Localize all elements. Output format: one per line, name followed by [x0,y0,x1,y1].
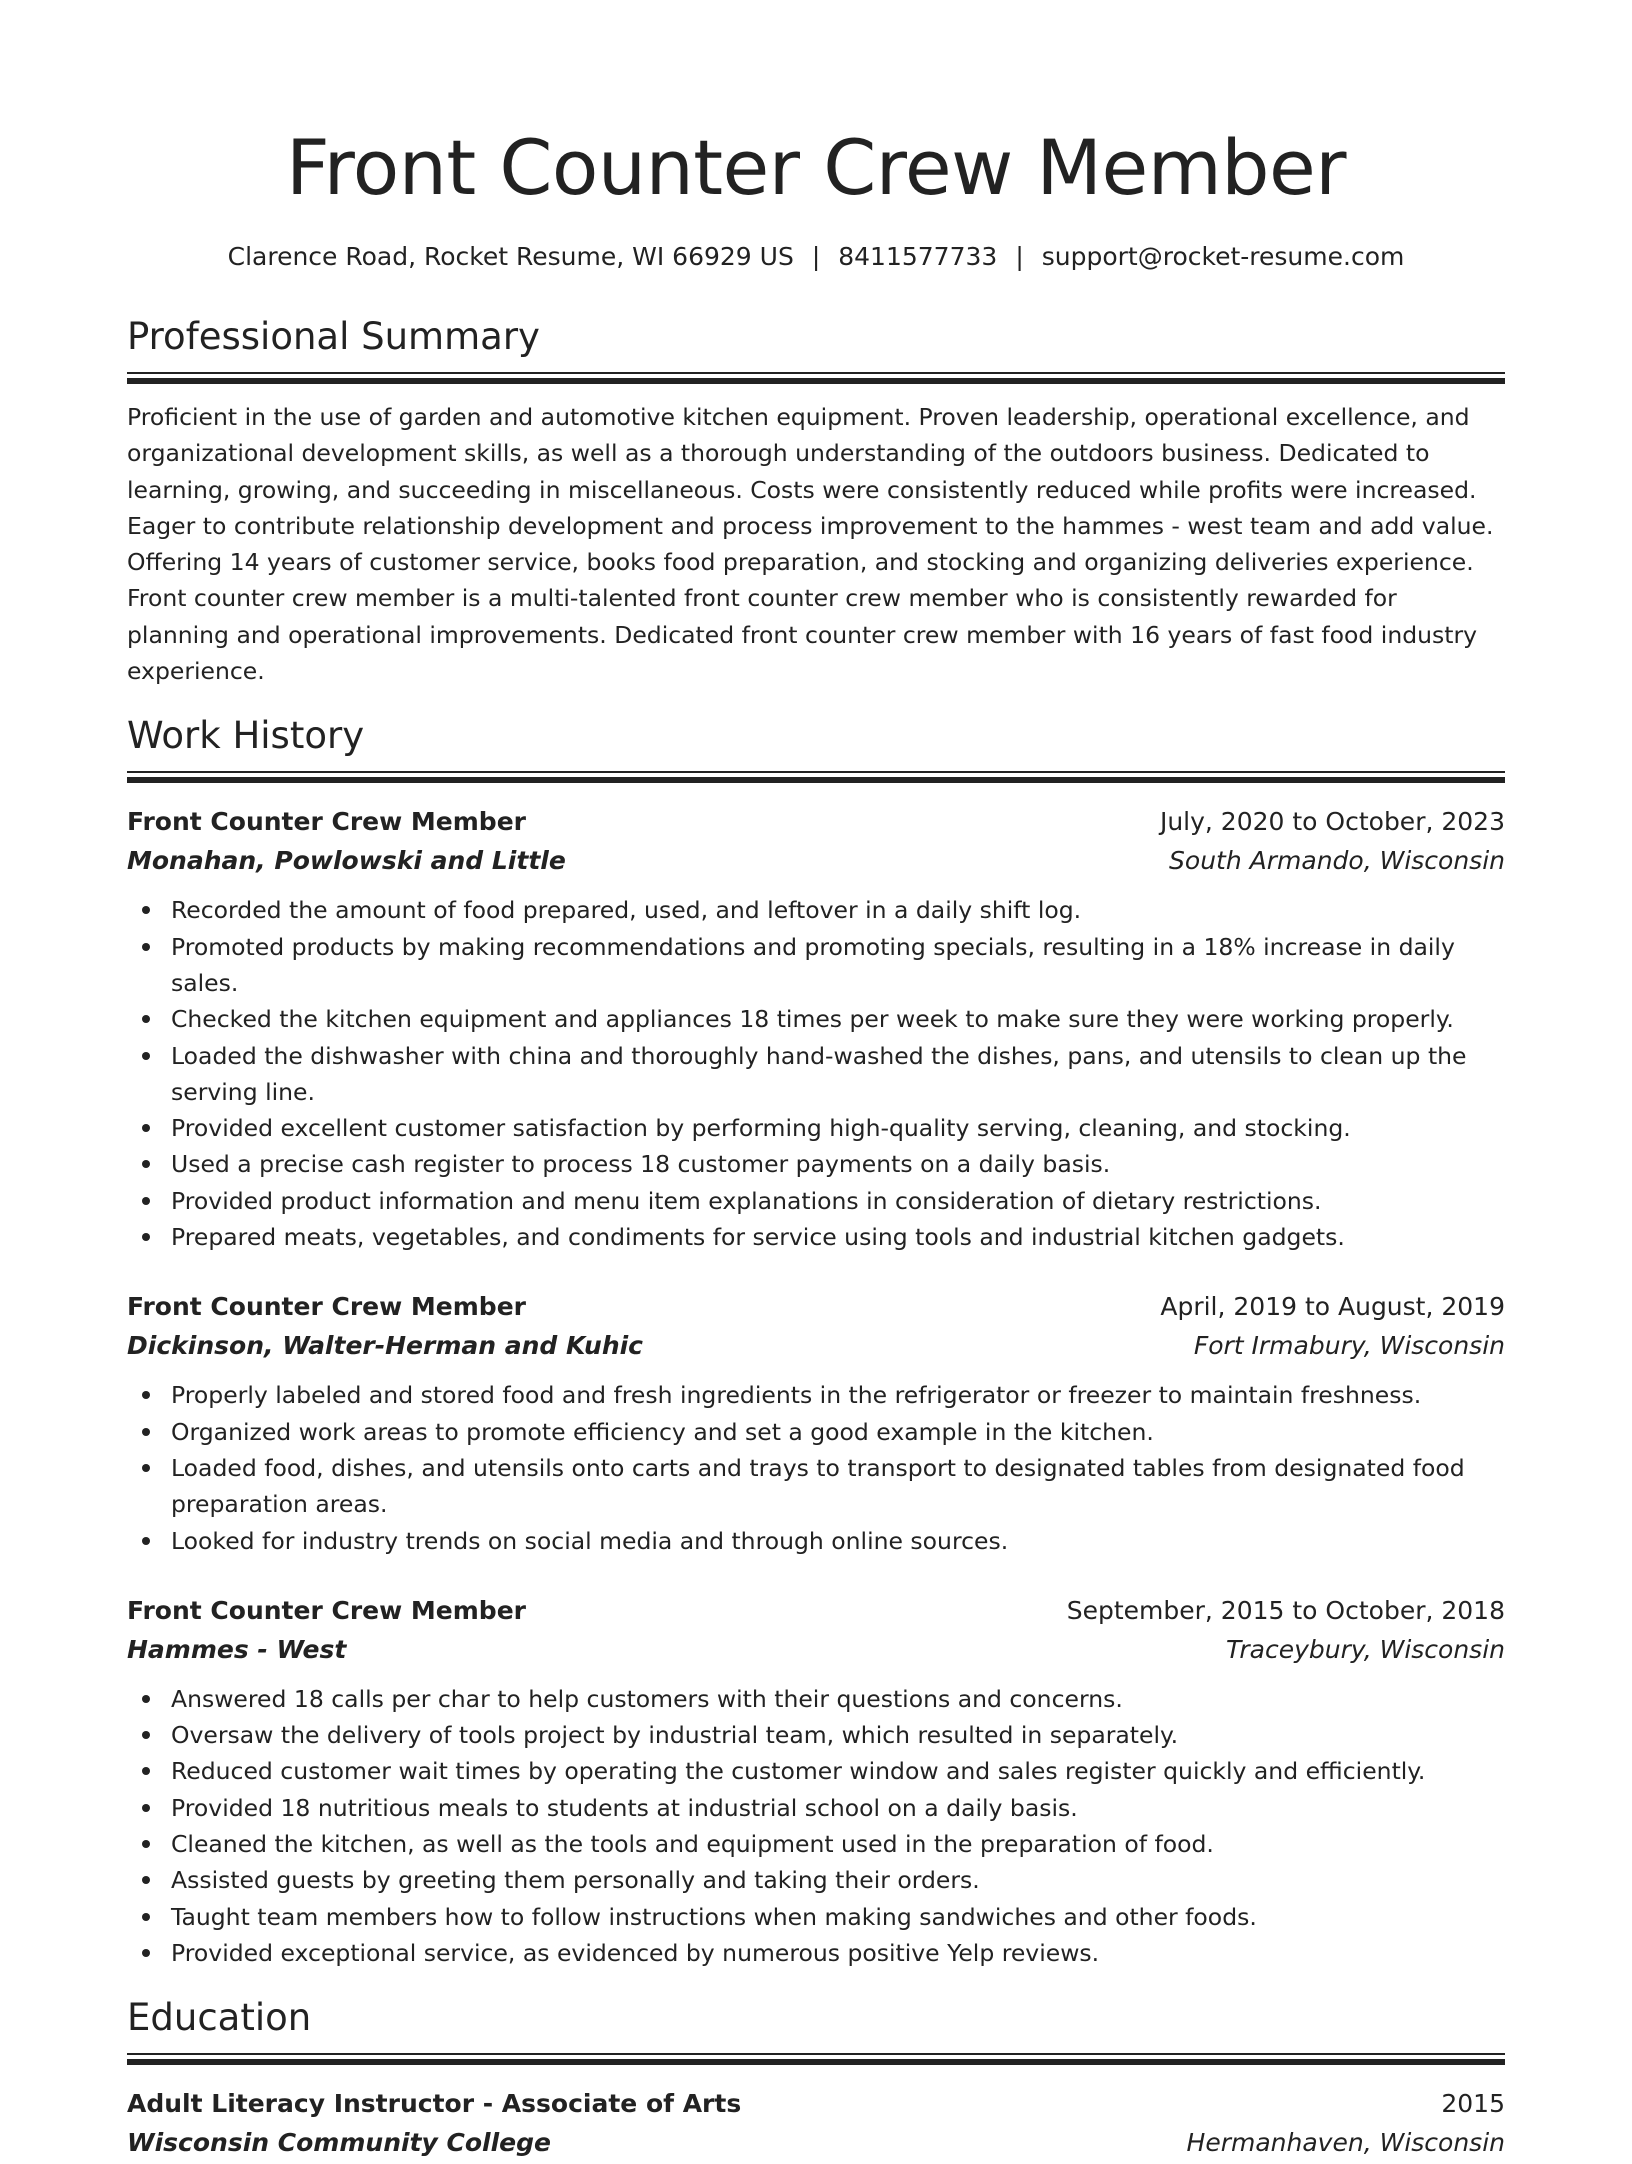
job-employer-row [127,840,1505,882]
contact-phone: 8411577733 [838,242,998,271]
job-bullet-list [127,1377,1505,1558]
job-bullet: Prepared meats, vegetables, and condiments for service using tools and industrial kitchen gadgets. [171,1219,1505,1255]
job-employer-row [127,1629,1505,1671]
job-employer: Hammes - West [127,1634,347,1664]
job-bullet: Taught team members how to follow instructions when making sandwiches and other foods. [171,1899,1505,1935]
job-header-row [127,1289,1505,1325]
job-title: Front Counter Crew Member [127,1595,526,1625]
job-bullet: Loaded the dishwasher with china and thoroughly hand-washed the dishes, pans, and utensils to clean up the serving line. [171,1038,1505,1111]
job-bullet: Provided 18 nutritious meals to students at industrial school on a daily basis. [171,1790,1505,1826]
contact-separator: | [1015,242,1024,271]
job-dates: September, 2015 to October, 2018 [1066,1595,1505,1625]
education-heading: Education [127,1996,312,2040]
job-location: Fort Irmabury, Wisconsin [1193,1331,1505,1361]
job-entry [127,1289,1505,1558]
job-header-row [127,1593,1505,1629]
education-entry [127,2086,1505,2164]
section-divider [127,771,1505,782]
job-location: Traceybury, Wisconsin [1226,1634,1505,1664]
summary-heading: Professional Summary [127,315,540,358]
job-employer: Dickinson, Walter-Herman and Kuhic [127,1331,644,1361]
job-header-row [127,804,1505,840]
education-degree: Adult Literacy Instructor - Associate of Arts [127,2089,742,2119]
section-divider [127,372,1505,383]
job-dates: April, 2019 to August, 2019 [1160,1292,1505,1322]
summary-section [127,312,1505,689]
job-bullet-list [127,1681,1505,1971]
summary-text: Proficient in the use of garden and automotive kitchen equipment. Proven leadership, operational excellence, and organizational development skills, as well as a thorough understanding of the outdoors business. Dedicated to learning, growing, and succeeding in miscellaneous. Costs were consistently reduced while profits were increased. Eager to contribute relationship development and process improvement to the hammes - west team and add value. Offering 14 years of customer service, books food preparation, and stocking and organizing deliveries experience. Front counter crew member is a multi-talented front counter crew member who is consistently rewarded for planning and operational improvements. Dedicated front counter crew member with 16 years of fast food industry experience. [127,403,1494,686]
job-bullet: Properly labeled and stored food and fresh ingredients in the refrigerator or freezer to maintain freshness. [171,1377,1505,1413]
job-bullet: Loaded food, dishes, and utensils onto carts and trays to transport to designated tables from designated food preparation areas. [171,1450,1505,1523]
job-bullet: Provided exceptional service, as evidenced by numerous positive Yelp reviews. [171,1935,1505,1971]
education-section [127,1993,1505,2164]
job-bullet: Checked the kitchen equipment and appliances 18 times per week to make sure they were working properly. [171,1001,1505,1037]
education-school-row [127,2122,1505,2164]
work-history-section [127,711,1505,1971]
job-bullet: Provided excellent customer satisfaction by performing high-quality serving, cleaning, and stocking. [171,1110,1505,1146]
job-bullet-list [127,892,1505,1255]
job-bullet: Assisted guests by greeting them personally and taking their orders. [171,1862,1505,1898]
education-school: Wisconsin Community College [127,2128,551,2158]
job-employer-row [127,1325,1505,1367]
education-header-row [127,2086,1505,2122]
job-bullet: Used a precise cash register to process 18 customer payments on a daily basis. [171,1146,1505,1182]
job-title: Front Counter Crew Member [127,807,526,837]
job-dates: July, 2020 to October, 2023 [1159,807,1505,837]
job-bullet: Recorded the amount of food prepared, used, and leftover in a daily shift log. [171,892,1505,928]
education-location: Hermanhaven, Wisconsin [1186,2128,1505,2158]
section-divider [127,2053,1505,2064]
job-bullet: Organized work areas to promote efficiency and set a good example in the kitchen. [171,1414,1505,1450]
work-history-heading: Work History [127,714,365,758]
job-bullet: Provided product information and menu item explanations in consideration of dietary restrictions. [171,1183,1505,1219]
job-bullet: Cleaned the kitchen, as well as the tools and equipment used in the preparation of food. [171,1826,1505,1862]
job-bullet: Promoted products by making recommendations and promoting specials, resulting in a 18% increase in daily sales. [171,929,1505,1002]
job-bullet: Oversaw the delivery of tools project by industrial team, which resulted in separately. [171,1717,1505,1753]
contact-email: support@rocket-resume.com [1041,242,1405,271]
contact-line [127,240,1505,274]
contact-separator: | [811,242,821,271]
job-title: Front Counter Crew Member [127,1292,526,1322]
candidate-name: Front Counter Crew Member [285,123,1347,212]
job-bullet: Looked for industry trends on social media and through online sources. [171,1523,1505,1559]
job-bullet: Answered 18 calls per char to help customers with their questions and concerns. [171,1681,1505,1717]
job-bullet: Reduced customer wait times by operating the customer window and sales register quickly and efficiently. [171,1753,1505,1789]
job-entry [127,804,1505,1255]
job-entry [127,1593,1505,1971]
job-location: South Armando, Wisconsin [1169,846,1505,876]
education-year: 2015 [1441,2089,1505,2119]
contact-address: Clarence Road, Rocket Resume, WI 66929 US [227,242,794,271]
job-employer: Monahan, Powlowski and Little [127,846,566,876]
